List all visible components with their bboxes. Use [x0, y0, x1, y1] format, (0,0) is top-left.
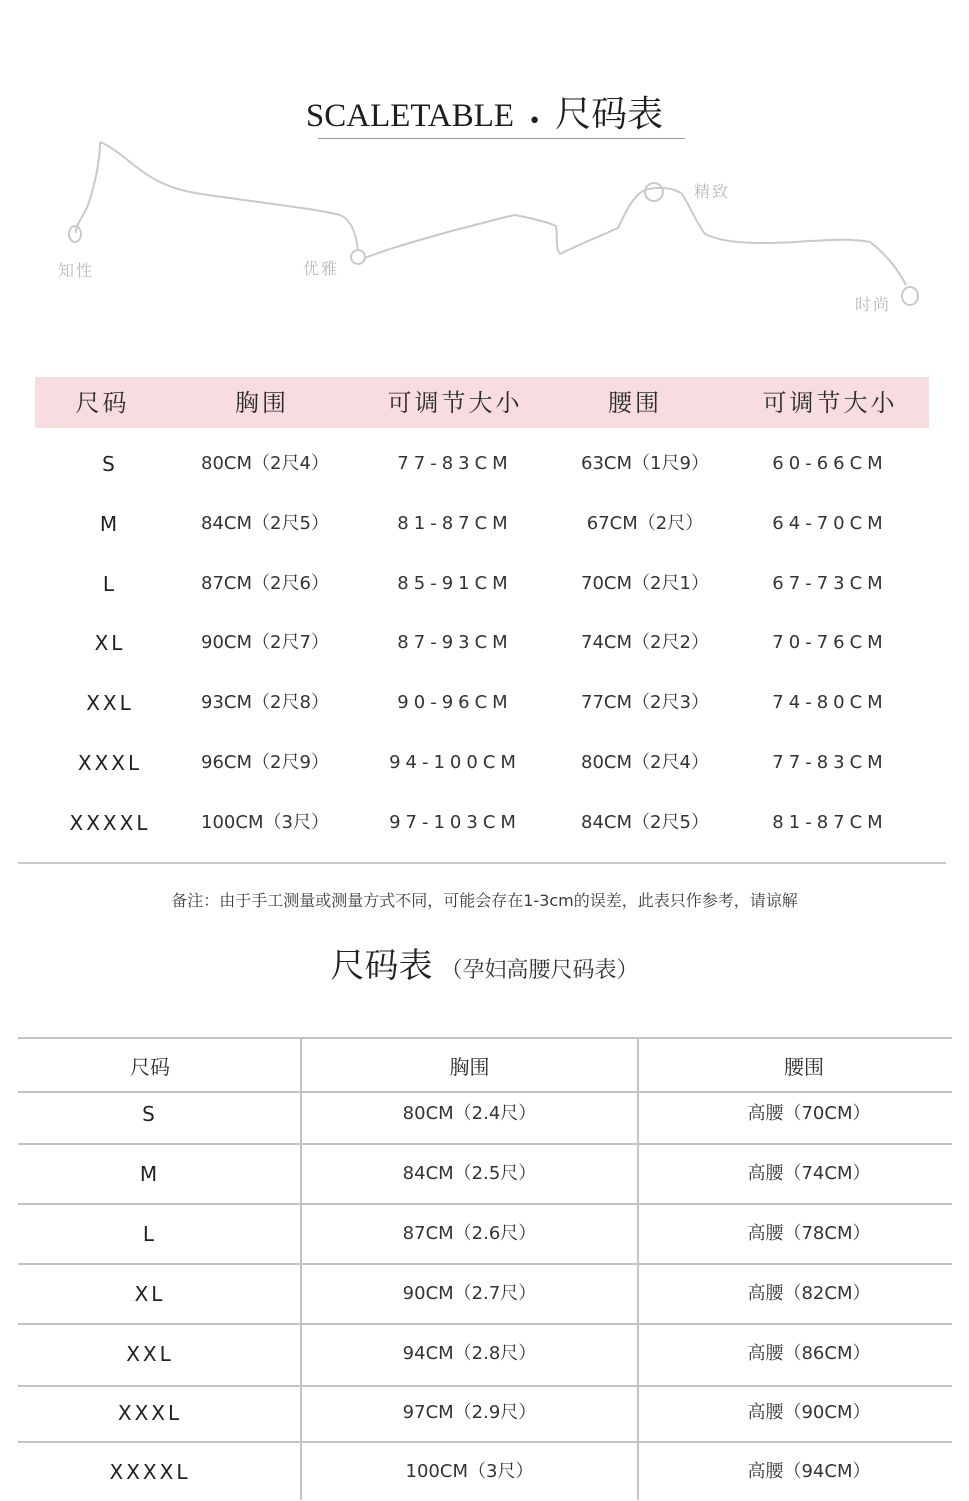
table-divider: [18, 862, 946, 864]
title-english: SCALETABLE: [305, 98, 515, 134]
bust-cell: 97CM（2.9尺）: [402, 1402, 537, 1423]
adjust-cell: 97-103CM: [389, 812, 521, 833]
adjust-cell: 67-73CM: [772, 573, 888, 594]
bust-cell: 80CM（2.4尺）: [402, 1103, 537, 1124]
waist-cell: 74CM（2尺2）: [581, 632, 709, 653]
size-cell: M: [139, 1162, 161, 1186]
adjust-cell: 64-70CM: [772, 513, 888, 534]
size-cell: XL: [134, 1282, 166, 1306]
table-row: [0, 554, 969, 614]
bust-cell: 87CM（2.6尺）: [402, 1223, 537, 1244]
adjust-cell: 87-93CM: [397, 632, 513, 653]
bust-cell: 84CM（2.5尺）: [402, 1163, 537, 1184]
header-waist: 腰围: [608, 389, 662, 417]
grid-line: [18, 1037, 952, 1039]
adjust-cell: 81-87CM: [772, 812, 888, 833]
waist-cell: 高腰（78CM）: [747, 1223, 871, 1244]
size-cell: XXL: [86, 691, 134, 715]
bust-cell: 90CM（2.7尺）: [402, 1283, 537, 1304]
adjust-cell: 77-83CM: [397, 453, 513, 474]
size-cell: XXXXL: [69, 811, 151, 835]
waist-cell: 高腰（74CM）: [747, 1163, 871, 1184]
title-chinese: 尺码表: [555, 94, 664, 135]
waist-cell: 高腰（86CM）: [747, 1343, 871, 1364]
header-size: 尺码: [130, 1055, 170, 1079]
size-table-header: [35, 377, 929, 428]
size-cell: S: [142, 1102, 158, 1126]
adjust-cell: 77-83CM: [772, 752, 888, 773]
table-row: [0, 613, 969, 673]
waist-cell: 63CM（1尺9）: [581, 453, 709, 474]
waist-cell: 84CM（2尺5）: [581, 812, 709, 833]
title-dot: •: [528, 109, 542, 134]
decorative-curve: [0, 130, 969, 320]
table-row: [0, 793, 969, 853]
waist-cell: 高腰（70CM）: [747, 1103, 871, 1124]
header-size: 尺码: [75, 389, 130, 417]
section-title-main: 尺码表: [330, 946, 433, 986]
header-adjustable: 可调节大小: [387, 389, 523, 417]
waist-cell: 70CM（2尺1）: [581, 573, 709, 594]
note-text: 备注：由于手工测量或测量方式不同，可能会存在1-3cm的误差，此表只作参考，请谅解: [171, 891, 798, 910]
waist-cell: 77CM（2尺3）: [581, 692, 709, 713]
decor-word: 优雅: [303, 259, 340, 278]
bust-cell: 96CM（2尺9）: [201, 752, 329, 773]
adjust-cell: 70-76CM: [772, 632, 888, 653]
bust-cell: 90CM（2尺7）: [201, 632, 329, 653]
header-bust: 胸围: [235, 389, 289, 417]
section-title-sub: （孕妇高腰尺码表）: [440, 958, 639, 983]
table-row: [0, 673, 969, 733]
waist-cell: 高腰（82CM）: [747, 1283, 871, 1304]
bust-cell: 87CM（2尺6）: [201, 573, 329, 594]
decor-word: 时尚: [855, 295, 892, 314]
header-waist: 腰围: [784, 1055, 824, 1079]
header-adjustable: 可调节大小: [762, 389, 898, 417]
adjust-cell: 94-100CM: [389, 752, 521, 773]
waist-cell: 80CM（2尺4）: [581, 752, 709, 773]
bust-cell: 93CM（2尺8）: [201, 692, 329, 713]
size-cell: L: [142, 1222, 158, 1246]
bust-cell: 80CM（2尺4）: [201, 453, 329, 474]
size-cell: XXXL: [77, 751, 143, 775]
bust-cell: 100CM（3尺）: [405, 1461, 534, 1482]
size-cell: XL: [94, 631, 126, 655]
adjust-cell: 81-87CM: [397, 513, 513, 534]
adjust-cell: 74-80CM: [772, 692, 888, 713]
waist-cell: 高腰（94CM）: [747, 1461, 871, 1482]
adjust-cell: 85-91CM: [397, 573, 513, 594]
section-title: [0, 938, 969, 987]
waist-cell: 67CM（2尺）: [586, 513, 704, 534]
waist-cell: 高腰（90CM）: [747, 1402, 871, 1423]
size-cell: L: [102, 572, 118, 596]
size-cell: XXXL: [117, 1401, 183, 1425]
size-cell: M: [99, 512, 121, 536]
header-bust: 胸围: [449, 1055, 490, 1079]
table-row: [0, 494, 969, 554]
decor-word: 知性: [58, 261, 95, 280]
size-cell: XXXXL: [109, 1460, 191, 1484]
size-cell: XXL: [126, 1342, 174, 1366]
decor-word: 精致: [694, 182, 731, 201]
adjust-cell: 60-66CM: [772, 453, 888, 474]
table-row: [0, 733, 969, 793]
size-cell: S: [102, 452, 118, 476]
bust-cell: 100CM（3尺）: [201, 812, 329, 833]
adjust-cell: 90-96CM: [397, 692, 513, 713]
bust-cell: 84CM（2尺5）: [201, 513, 329, 534]
bust-cell: 94CM（2.8尺）: [402, 1343, 537, 1364]
table-row: [0, 434, 969, 494]
